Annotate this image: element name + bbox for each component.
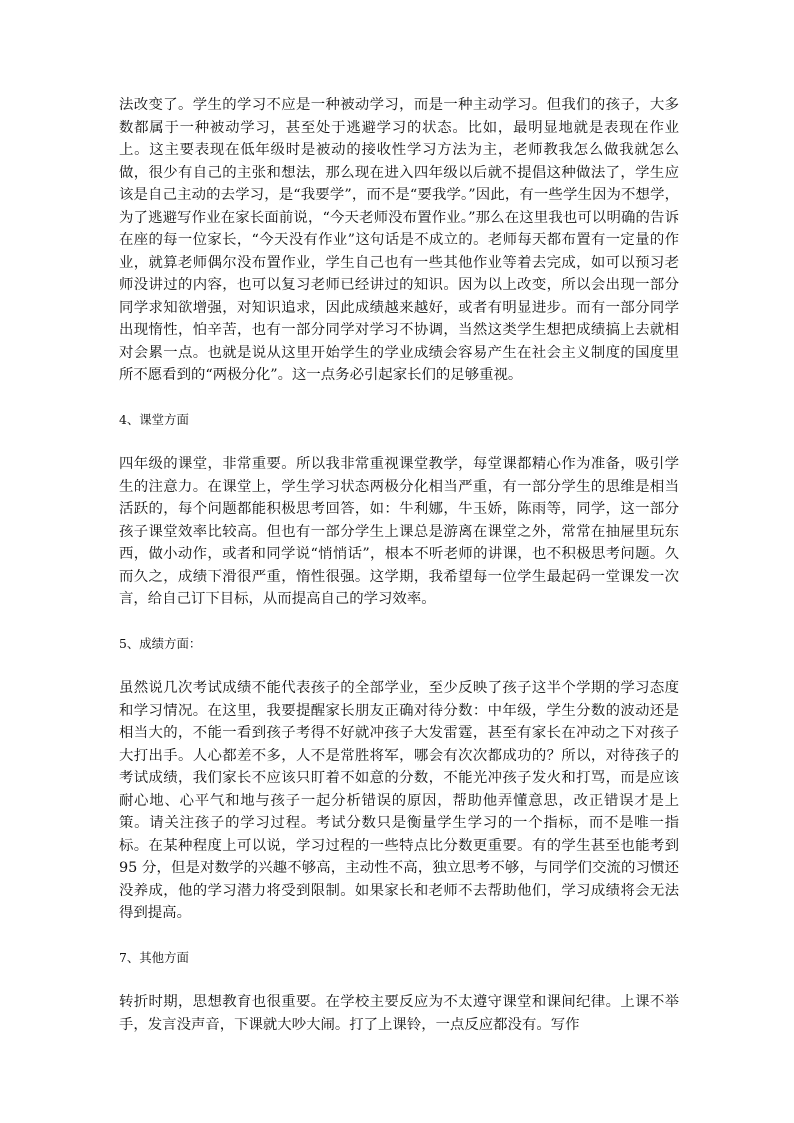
paragraph-gap xyxy=(119,611,679,633)
section-heading-grades: 5、成绩方面： xyxy=(119,635,202,651)
paragraph-grades: 虽然说几次考试成绩不能代表孩子的全部学业，至少反映了孩子这半个学期的学习态度和学习情况。在这里，我要提醒家长朋友正确对待分数：中年级，学生分数的波动还是相当大的，不能一看到孩子考得不好就冲孩子大发雷霆，甚至有家长在冲动之下对孩子大打出手。人心都差不多，人不是常胜将军，哪会有次次都成功的？所以，对待孩子的考试成绩，我们家长不应该只盯着不如意的分数，不能光冲孩子发火和打骂，而是应该耐心地、心平气和地与孩子一起分析错误的原因，帮助他弄懂意思，改正错误才是上策。请关注孩子的学习过程。考试分数只是衡量学生学习的一个指标，而不是唯一指标。在某种程度上可以说，学习过程的一些特点比分数更重要。有的学生甚至也能考到 95 分，但是对数学的兴趣不够高，主动性不高，独立思考不够，与同学们交流的习惯还没养成，他的学习潜力将受到限制。如果家长和老师不去帮助他们，学习成绩将会无法得到提高。 xyxy=(119,680,679,921)
paragraph-gap xyxy=(119,925,679,947)
section-heading-classroom: 4、课堂方面 xyxy=(119,411,189,427)
paragraph-gap xyxy=(119,969,679,991)
document-page xyxy=(119,94,679,1036)
paragraph-gap xyxy=(119,387,679,409)
section-heading-other: 7、其他方面 xyxy=(119,949,189,965)
paragraph-gap xyxy=(119,431,679,453)
paragraph-other: 转折时期，思想教育也很重要。在学校主要反应为不太遵守课堂和课间纪律。上课不举手，发言没声音，下课就大吵大闹。打了上课铃，一点反应都没有。写作 xyxy=(119,994,679,1033)
paragraph-classroom: 四年级的课堂，非常重要。所以我非常重视课堂教学，每堂课都精心作为准备，吸引学生的注意力。在课堂上，学生学习状态两极分化相当严重，有一部分学生的思维是相当活跃的，每个问题都能积极思考回答，如：牛利娜，牛玉娇，陈雨等，同学，这一部分孩子课堂效率比较高。但也有一部分学生上课总是游离在课堂之外，常常在抽屉里玩东西，做小动作，或者和同学说“悄悄话”，根本不听老师的讲课，也不积极思考问题。久而久之，成绩下滑很严重，惰性很强。这学期，我希望每一位学生最起码一堂课发一次言，给自己订下目标，从而提高自己的学习效率。 xyxy=(119,456,679,607)
paragraph-gap xyxy=(119,655,679,677)
paragraph-learning-attitude: 法改变了。学生的学习不应是一种被动学习，而是一种主动学习。但我们的孩子，大多数都属于一种被动学习，甚至处于逃避学习的状态。比如，最明显地就是表现在作业上。这主要表现在低年级时是被动的接收性学习方法为主，老师教我怎么做我就怎么做，很少有自己的主张和想法，那么现在进入四年级以后就不提倡这种做法了，学生应该是自己主动的去学习，是“我要学”，而不是“要我学。”因此，有一些学生因为不想学，为了逃避写作业在家长面前说，“今天老师没布置作业。”那么在这里我也可以明确的告诉在座的每一位家长，“今天没有作业”这句话是不成立的。老师每天都布置有一定量的作业，就算老师偶尔没布置作业，学生自己也有一些其他作业等着去完成，如可以预习老师没讲过的内容，也可以复习老师已经讲过的知识。因为以上改变，所以会出现一部分同学求知欲增强，对知识追求，因此成绩越来越好，或者有明显进步。而有一部分同学出现惰性，怕辛苦，也有一部分同学对学习不协调，当然这类学生想把成绩搞上去就相对会累一点。也就是说从这里开始学生的学业成绩会容易产生在社会主义制度的国度里所不愿看到的“两极分化”。这一点务必引起家长们的足够重视。 xyxy=(119,97,679,383)
